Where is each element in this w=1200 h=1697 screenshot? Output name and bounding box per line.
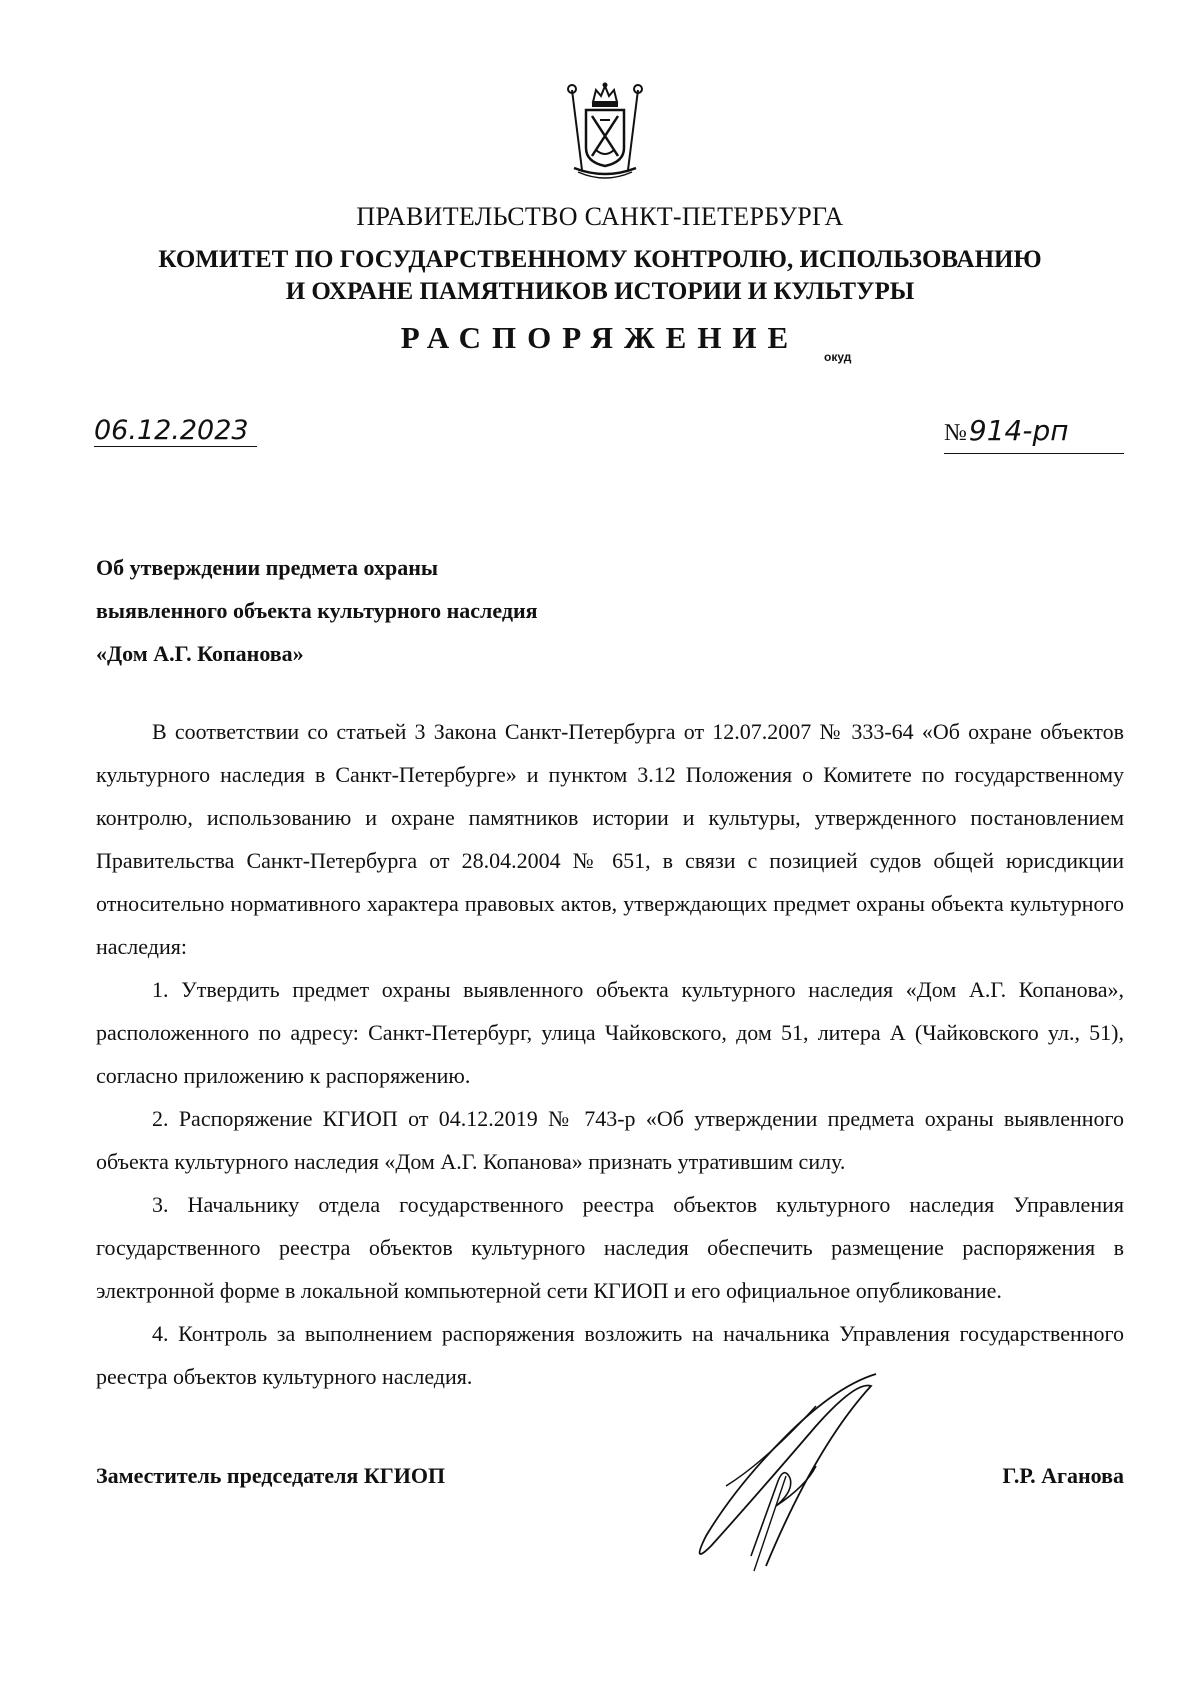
number-sign: № bbox=[944, 420, 967, 446]
committee-title-line1: КОМИТЕТ ПО ГОСУДАРСТВЕННОМУ КОНТРОЛЮ, ИСПОЛЬЗОВАНИЮ bbox=[158, 246, 1042, 273]
subject-line2: выявленного объекта культурного наследия bbox=[96, 598, 538, 623]
body-item-2: 2. Распоряжение КГИОП от 04.12.2019 № 743-р «Об утверждении предмета охраны выявленного объекта культурного наследия «Дом А.Г. Копанова» признать утратившим силу. bbox=[96, 1106, 1124, 1174]
signatory-name: Г.Р. Аганова bbox=[1002, 1463, 1124, 1488]
signatory-position: Заместитель председателя КГИОП bbox=[96, 1463, 446, 1488]
document-number bbox=[944, 414, 1124, 454]
handwritten-signature bbox=[666, 1366, 896, 1576]
document-date: 06.12.2023 bbox=[94, 416, 257, 447]
number-value: 914-рп bbox=[968, 414, 1069, 447]
subject-line1: Об утверждении предмета охраны bbox=[96, 555, 439, 580]
document-body bbox=[96, 710, 1124, 1398]
body-intro: В соответствии со статьей 3 Закона Санкт-Петербурга от 12.07.2007 № 333-64 «Об охране объектов культурного наследия в Санкт-Петербурге» и пунктом 3.12 Положения о Комитете по государственному контролю, использованию и охране памятников истории и культуры, утвержденного постановлением Правительства Санкт-Петербурга от 28.04.2004 № 651, в связи с позицией судов общей юрисдикции относительно нормативного характера правовых актов, утверждающих предмет охраны объекта культурного наследия: bbox=[96, 719, 1124, 959]
body-item-4: 4. Контроль за выполнением распоряжения возложить на начальника Управления государственного реестра объектов культурного наследия. bbox=[96, 1321, 1124, 1389]
committee-title bbox=[0, 244, 1200, 308]
body-item-1: 1. Утвердить предмет охраны выявленного объекта культурного наследия «Дом А.Г. Копанова», расположенного по адресу: Санкт-Петербург, улица Чайковского, дом 51, литера А (Чайковского ул., 51), согласно приложению к распоряжению. bbox=[96, 977, 1124, 1088]
document-type: РАСПОРЯЖЕНИЕ bbox=[400, 320, 800, 355]
government-title: ПРАВИТЕЛЬСТВО САНКТ-ПЕТЕРБУРГА bbox=[356, 202, 844, 231]
document-subject bbox=[96, 546, 796, 675]
coat-of-arms-icon bbox=[560, 80, 650, 180]
subject-line3: «Дом А.Г. Копанова» bbox=[96, 641, 304, 666]
okud-label: окуд bbox=[824, 350, 852, 364]
body-item-3: 3. Начальнику отдела государственного реестра объектов культурного наследия Управления государственного реестра объектов культурного наследия обеспечить размещение распоряжения в электронной форме в локальной компьютерной сети КГИОП и его официальное опубликование. bbox=[96, 1192, 1124, 1303]
committee-title-line2: И ОХРАНЕ ПАМЯТНИКОВ ИСТОРИИ И КУЛЬТУРЫ bbox=[285, 278, 915, 305]
